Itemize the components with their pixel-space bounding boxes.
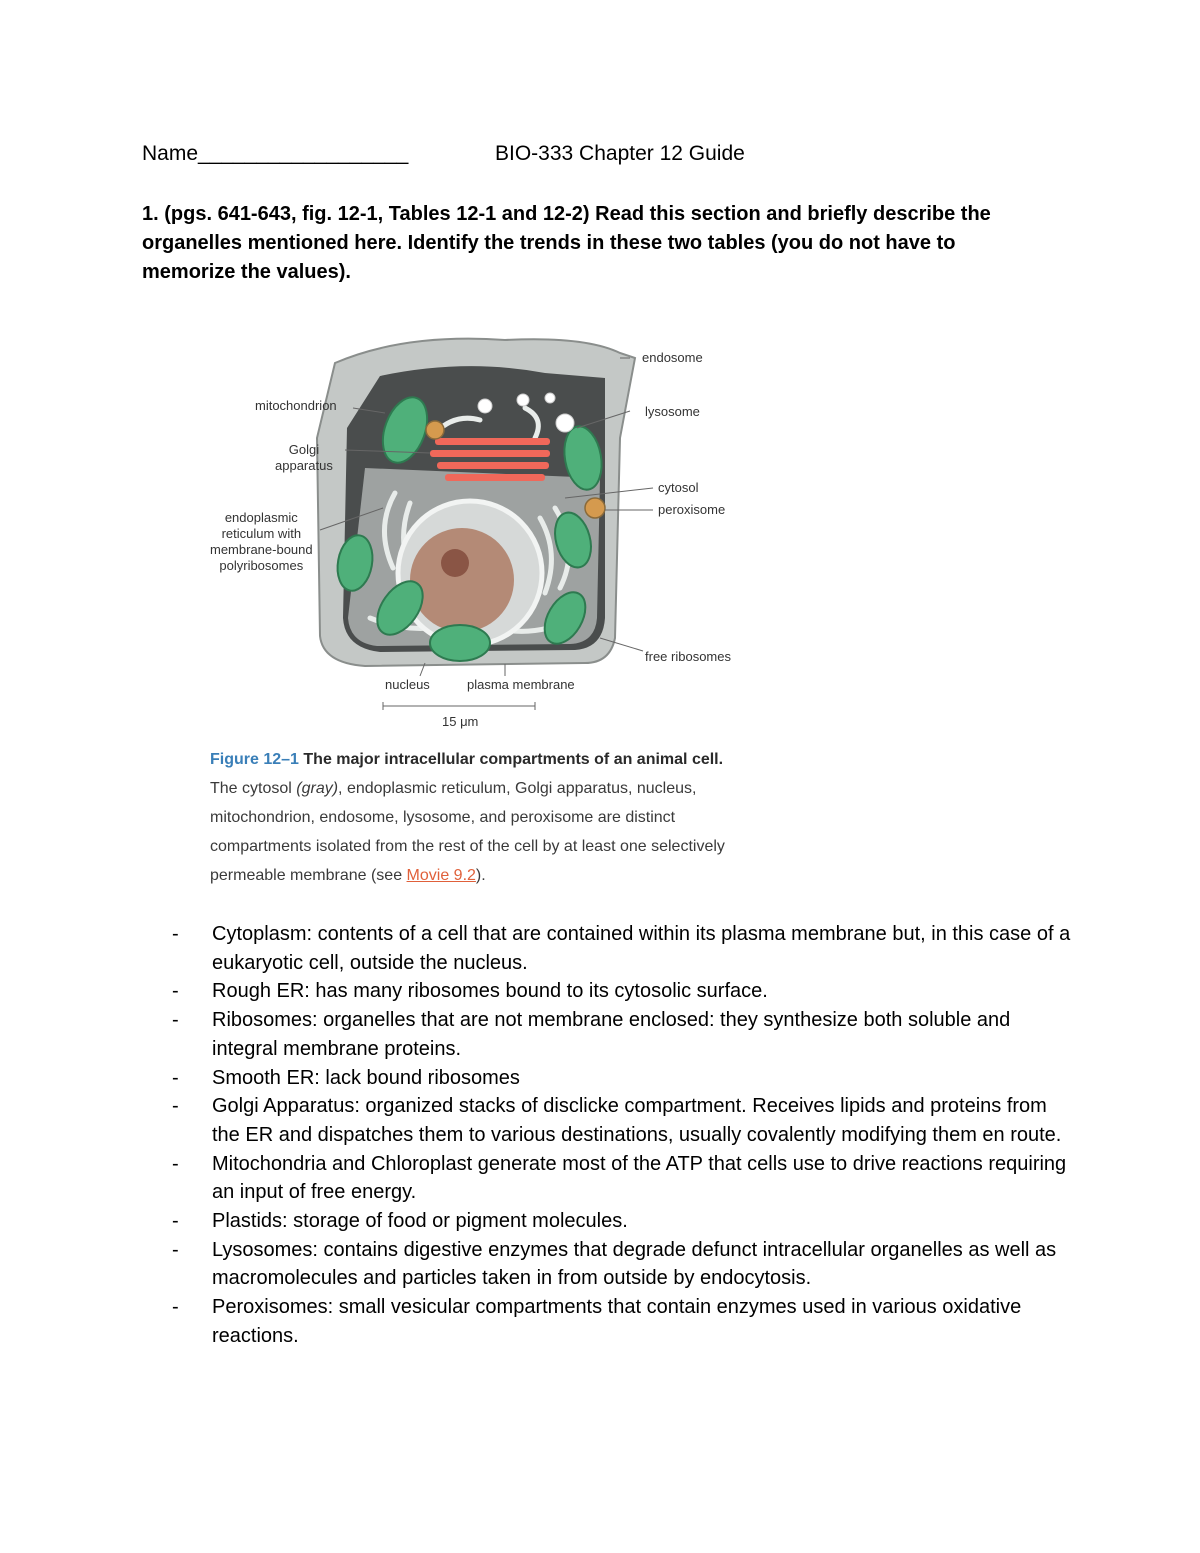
label-cytosol: cytosol xyxy=(658,480,699,495)
movie-link[interactable]: Movie 9.2 xyxy=(406,867,476,884)
label-free-ribosomes: free ribosomes xyxy=(645,649,731,664)
label-scale-bar: 15 μm xyxy=(442,714,479,729)
list-item: - Cytoplasm: contents of a cell that are contained within its plasma membrane but, in this case of a eukaryotic cell, outside the nucleus. xyxy=(172,923,1071,974)
list-item: - Mitochondria and Chloroplast generate most of the ATP that cells use to drive reactions requiring an input of free energy. xyxy=(172,1152,1067,1204)
label-endosome: endosome xyxy=(642,350,703,365)
caption-text-c: ). xyxy=(475,867,486,884)
list-item: - Plastids: storage of food or pigment molecules. xyxy=(172,1210,628,1233)
peroxisome xyxy=(585,498,605,518)
label-peroxisome: peroxisome xyxy=(658,502,726,517)
label-golgi: Golgi apparatus xyxy=(275,442,333,473)
list-item: - Peroxisomes: small vesicular compartments that contain enzymes used in various oxidative reactions. xyxy=(172,1296,1022,1347)
label-er: endoplasmic reticulum with membrane-bound polyribosomes xyxy=(210,510,313,573)
figure-caption xyxy=(210,745,750,890)
organelle-list xyxy=(172,920,1072,1351)
question-1: 1. (pgs. 641-643, fig. 12-1, Tables 12-1 and 12-2) Read this section and briefly describe the organelles mentioned here. Identify the trends in these two tables (you do not have to memorize the values). xyxy=(142,203,991,283)
label-lysosome: lysosome xyxy=(645,404,700,419)
label-nucleus: nucleus xyxy=(385,677,430,692)
caption-gray: (gray) xyxy=(296,780,339,797)
caption-text-b: , endoplasmic reticulum, Golgi apparatus, nucleus, mitochondrion, endosome, lysosome, and peroxisome are distinct compartments isolated from the rest of the cell by at least one selectively permeable membrane (see xyxy=(210,780,725,884)
caption-figure-number: Figure 12–1 xyxy=(210,751,299,768)
caption-text-a: The cytosol xyxy=(210,780,297,797)
list-item: - Rough ER: has many ribosomes bound to its cytosolic surface. xyxy=(172,980,768,1003)
list-item: - Golgi Apparatus: organized stacks of disclicke compartment. Receives lipids and proteins from the ER and dispatches them to various destinations, usually covalently modifying them en route. xyxy=(172,1095,1062,1146)
label-mitochondrion: mitochondrion xyxy=(255,398,337,413)
caption-figure-title: The major intracellular compartments of an animal cell. xyxy=(303,751,724,768)
list-item: - Ribosomes: organelles that are not membrane enclosed: they synthesize both soluble and integral membrane proteins. xyxy=(172,1009,1011,1060)
peroxisome xyxy=(426,421,444,439)
document-title: BIO-333 Chapter 12 Guide xyxy=(495,142,745,165)
list-item: - Smooth ER: lack bound ribosomes xyxy=(172,1066,520,1089)
label-plasma-membrane: plasma membrane xyxy=(467,677,575,692)
cell-figure xyxy=(205,318,765,738)
nucleus-body xyxy=(410,528,514,632)
list-item: - Lysosomes: contains digestive enzymes that degrade defunct intracellular organelles as well as macromolecules and particles taken in from outside by endocytosis. xyxy=(172,1238,1057,1290)
name-field-label: Name__________________ xyxy=(142,142,409,165)
nucleolus xyxy=(441,549,469,577)
